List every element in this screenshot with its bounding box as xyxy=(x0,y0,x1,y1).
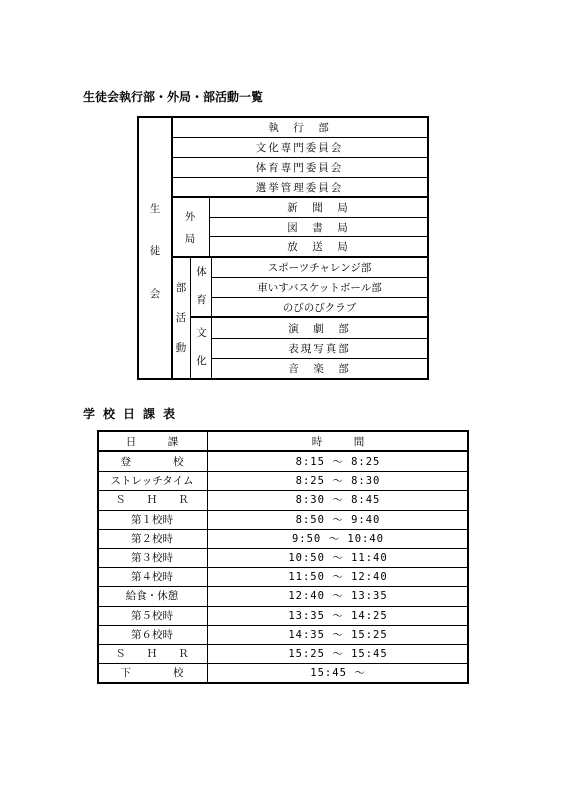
schedule-row xyxy=(97,586,469,605)
schedule-row xyxy=(97,625,469,644)
schedule-row xyxy=(97,490,469,509)
gaikyoku-row: 図 書 局 xyxy=(287,221,350,234)
schedule-time: 14:35 〜 15:25 xyxy=(288,628,388,641)
schedule-row xyxy=(97,644,469,663)
schedule-row xyxy=(97,452,469,471)
taiiku-club-row: スポーツチャレンジ部 xyxy=(267,262,372,274)
header-time: 時 間 xyxy=(311,435,365,448)
gaikyoku-row: 新 聞 局 xyxy=(287,202,350,214)
student-council-label: 生 徒 会 xyxy=(149,203,161,300)
schedule-title: 学校日課表 xyxy=(83,407,184,421)
taiiku-club-row: のびのびクラブ xyxy=(282,301,357,314)
schedule-subject: ストレッチタイム xyxy=(110,475,194,488)
executive-row: 執 行 部 xyxy=(268,121,331,134)
schedule-time: 8:50 〜 9:40 xyxy=(295,513,381,526)
schedule-time: 13:35 〜 14:25 xyxy=(288,609,388,622)
bunka-club-row: 音 楽 部 xyxy=(288,363,351,375)
schedule-time: 10:50 〜 11:40 xyxy=(288,552,388,565)
schedule-time: 11:50 〜 12:40 xyxy=(288,571,388,584)
executive-row: 選挙管理委員会 xyxy=(255,181,344,194)
bunka-label: 文 化 xyxy=(196,327,207,367)
schedule-header-row xyxy=(97,431,469,451)
schedule-subject: 登 校 xyxy=(120,456,184,469)
schedule-time: 8:25 〜 8:30 xyxy=(295,475,381,488)
schedule-subject: 下 校 xyxy=(120,667,184,680)
schedule-row xyxy=(97,529,469,548)
bunka-club-row: 表現写真部 xyxy=(288,343,351,355)
schedule-table xyxy=(97,430,469,684)
org-chart-title: 生徒会執行部・外局・部活動一覧 xyxy=(83,90,264,104)
schedule-time: 9:50 〜 10:40 xyxy=(291,532,385,545)
schedule-time: 15:45 〜 xyxy=(310,667,366,680)
schedule-time: 8:30 〜 8:45 xyxy=(295,494,381,507)
schedule-subject: 第１校時 xyxy=(131,513,173,526)
schedule-subject: 第３校時 xyxy=(131,552,173,565)
schedule-subject: 第５校時 xyxy=(131,609,173,622)
taiiku-label: 体 育 xyxy=(196,266,207,306)
schedule-row xyxy=(97,548,469,567)
gaikyoku-label: 外 局 xyxy=(184,211,196,245)
schedule-time: 12:40 〜 13:35 xyxy=(288,590,388,603)
bunka-club-row: 演 劇 部 xyxy=(288,322,351,335)
schedule-row xyxy=(97,567,469,586)
bukatsu-label: 部 活 動 xyxy=(175,282,187,354)
schedule-row xyxy=(97,510,469,529)
schedule-time: 8:15 〜 8:25 xyxy=(295,456,381,469)
header-subject: 日 課 xyxy=(125,435,179,448)
schedule-subject: 第２校時 xyxy=(131,532,173,545)
schedule-subject: 給食・休憩 xyxy=(125,590,179,603)
schedule-subject: Ｓ Ｈ Ｒ xyxy=(115,494,189,507)
executive-row: 体育専門委員会 xyxy=(255,162,344,174)
schedule-subject: 第６校時 xyxy=(131,628,173,641)
schedule-row xyxy=(97,606,469,625)
schedule-subject: 第４校時 xyxy=(131,571,173,584)
executive-row: 文化専門委員会 xyxy=(255,142,344,154)
schedule-time: 15:25 〜 15:45 xyxy=(288,648,388,661)
schedule-row xyxy=(97,663,469,682)
gaikyoku-row: 放 送 局 xyxy=(287,241,350,253)
schedule-row xyxy=(97,471,469,490)
schedule-subject: Ｓ Ｈ Ｒ xyxy=(115,648,189,661)
taiiku-club-row: 車いすバスケットボール部 xyxy=(257,282,382,294)
